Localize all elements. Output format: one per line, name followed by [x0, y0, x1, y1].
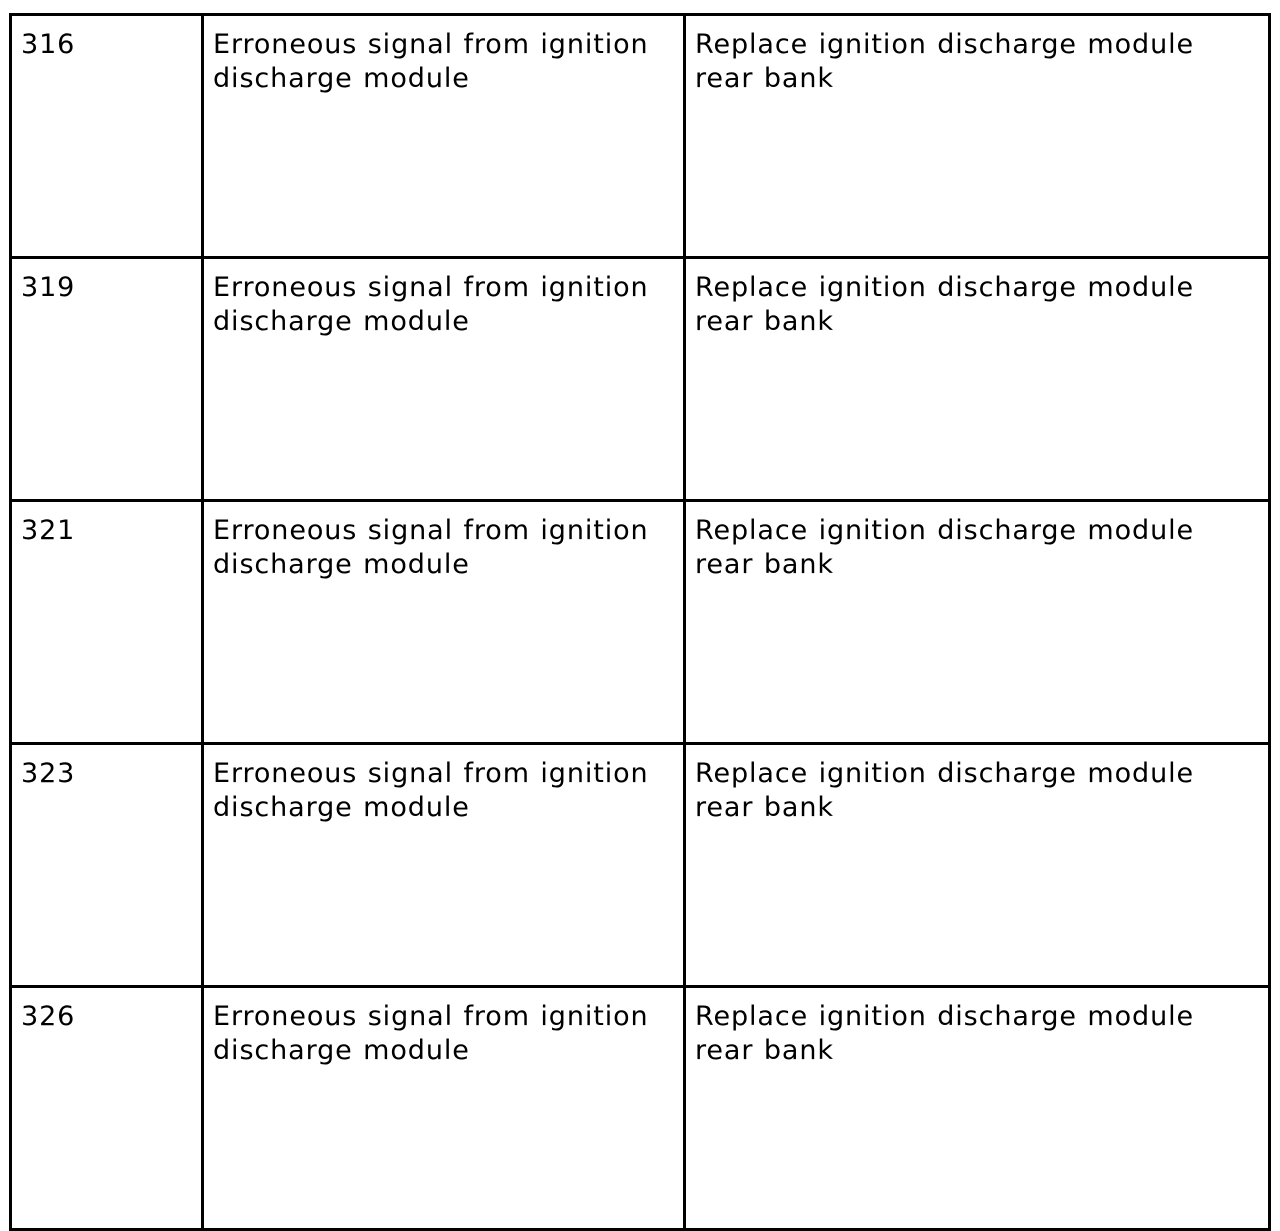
fault-code-cell: 319 — [11, 258, 203, 501]
corrective-action-cell: Replace ignition discharge module rear bank — [685, 987, 1270, 1230]
table-row — [11, 15, 1270, 258]
corrective-action-cell: Replace ignition discharge module rear bank — [685, 744, 1270, 987]
corrective-action-cell: Replace ignition discharge module rear bank — [685, 258, 1270, 501]
corrective-action-cell: Replace ignition discharge module rear bank — [685, 501, 1270, 744]
fault-code-table — [9, 13, 1271, 1231]
fault-code-cell: 321 — [11, 501, 203, 744]
corrective-action-cell: Replace ignition discharge module rear bank — [685, 15, 1270, 258]
fault-code-cell: 326 — [11, 987, 203, 1230]
fault-description-cell: Erroneous signal from ignition discharge module — [203, 987, 685, 1230]
fault-description-cell: Erroneous signal from ignition discharge module — [203, 744, 685, 987]
table-row — [11, 987, 1270, 1230]
fault-description-cell: Erroneous signal from ignition discharge module — [203, 15, 685, 258]
table-row — [11, 744, 1270, 987]
fault-description-cell: Erroneous signal from ignition discharge module — [203, 501, 685, 744]
fault-code-cell: 323 — [11, 744, 203, 987]
table-row — [11, 501, 1270, 744]
fault-code-cell: 316 — [11, 15, 203, 258]
fault-description-cell: Erroneous signal from ignition discharge module — [203, 258, 685, 501]
table-row — [11, 258, 1270, 501]
